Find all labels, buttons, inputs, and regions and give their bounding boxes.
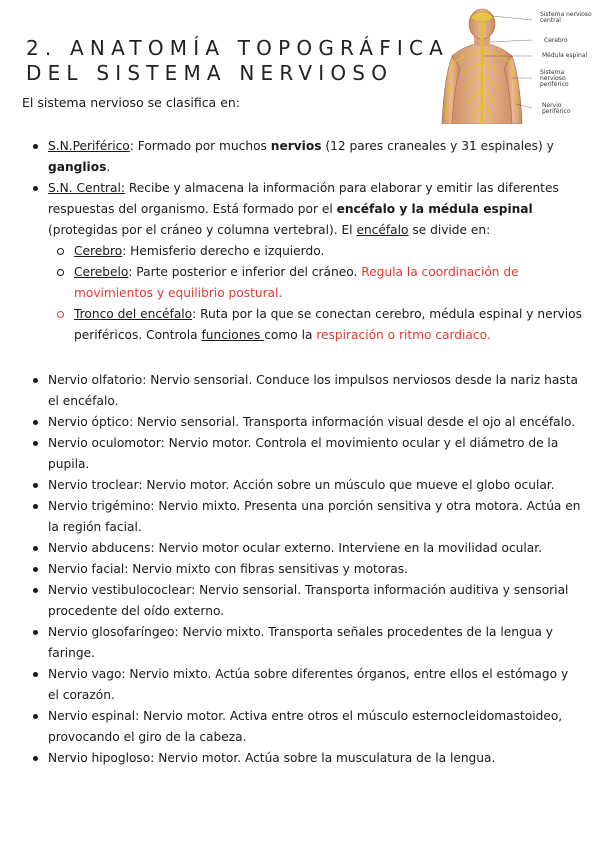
nervous-system-figure [432, 8, 596, 124]
tronco-funciones: funciones [201, 328, 265, 342]
tronco-term: Tronco del encéfalo [74, 307, 193, 321]
list-item: Nervio oculomotor: Nervio motor. Controla el movimiento ocular y el diámetro de la pupila. [22, 433, 582, 475]
tronco-text-2: como la [264, 328, 317, 342]
list-item: Nervio glosofaríngeo: Nervio mixto. Transporta señales procedentes de la lengua y faringe. [22, 622, 582, 664]
central-term: S.N. Central: [48, 181, 125, 195]
peripheral-term: S.N.Periférico [48, 139, 130, 153]
central-text-1: Recibe y almacena la información para elaborar y emitir las diferentes respuestas del organismo. Está formado por el [48, 181, 559, 216]
central-text-2: (protegidas por el cráneo y columna vertebral). El [48, 223, 357, 237]
list-item: Nervio espinal: Nervio motor. Activa entre otros el músculo esternocleidomastoideo, provocando el giro de la cabeza. [22, 706, 582, 748]
list-item: Nervio vago: Nervio mixto. Actúa sobre diferentes órganos, entre ellos el estómago y el corazón. [22, 664, 582, 706]
encephalon-parts [48, 241, 582, 346]
cerebro-term: Cerebro [74, 244, 123, 258]
cerebelo-term: Cerebelo [74, 265, 129, 279]
figure-label-nervio: Nervio periférico [542, 102, 571, 115]
sub-item-tronco [48, 304, 582, 346]
figure-label-medula: Médula espinal [542, 52, 588, 59]
list-item-peripheral [22, 136, 582, 178]
figure-label-periferico: Sistema nervioso periférico [540, 69, 569, 88]
list-item: Nervio facial: Nervio mixto con fibras sensitivas y motoras. [22, 559, 582, 580]
sub-item-cerebro [48, 241, 582, 262]
list-item: Nervio abducens: Nervio motor ocular externo. Interviene en la movilidad ocular. [22, 538, 582, 559]
cerebro-text: : Hemisferio derecho e izquierdo. [122, 244, 325, 258]
tronco-text: : Ruta por la que se conectan cerebro, médula espinal y nervios periféricos. Controla [74, 307, 582, 342]
list-item: Nervio hipogloso: Nervio motor. Actúa sobre la musculatura de la lengua. [22, 748, 582, 769]
peripheral-bold-nervios: nervios [270, 139, 322, 153]
tronco-red-text: respiración o ritmo cardiaco. [316, 328, 491, 342]
intro-text: El sistema nervioso se clasifica en: [22, 95, 241, 110]
list-item: Nervio troclear: Nervio motor. Acción sobre un músculo que mueve el globo ocular. [22, 475, 582, 496]
figure-label-cerebro: Cerebro [544, 37, 568, 44]
figure-label-central: Sistema nervioso central [540, 11, 592, 24]
cranial-nerves-list [22, 370, 582, 769]
central-text-3: se divide en: [408, 223, 491, 237]
list-item: Nervio óptico: Nervio sensorial. Transporta información visual desde el ojo al encéfalo. [22, 412, 582, 433]
list-item: Nervio vestibulococlear: Nervio sensorial. Transporta información auditiva y sensorial procedente del oído externo. [22, 580, 582, 622]
list-item: Nervio trigémino: Nervio mixto. Presenta una porción sensitiva y otra motora. Actúa en la región facial. [22, 496, 582, 538]
peripheral-text-1: : Formado por muchos [129, 139, 271, 153]
peripheral-bold-ganglios: ganglios [48, 160, 107, 174]
nervous-system-illustration [432, 8, 532, 124]
page-title-line-2: DEL SISTEMA NERVIOSO [26, 61, 394, 85]
peripheral-text-3: . [106, 160, 111, 174]
cerebelo-red-text: Regula la coordinación de movimientos y equilibrio postural. [74, 265, 519, 300]
page-title-line-1: 2. ANATOMÍA TOPOGRÁFICA [26, 36, 450, 60]
list-item: Nervio olfatorio: Nervio sensorial. Conduce los impulsos nerviosos desde la nariz hasta el encéfalo. [22, 370, 582, 412]
central-bold: encéfalo y la médula espinal [336, 202, 533, 216]
central-encefalo: encéfalo [356, 223, 409, 237]
sub-item-cerebelo [48, 262, 582, 304]
peripheral-text-2: (12 pares craneales y 31 espinales) y [321, 139, 554, 153]
list-item-central [22, 178, 582, 346]
classification-list [22, 136, 582, 346]
cerebelo-text: : Parte posterior e inferior del cráneo. [128, 265, 362, 279]
